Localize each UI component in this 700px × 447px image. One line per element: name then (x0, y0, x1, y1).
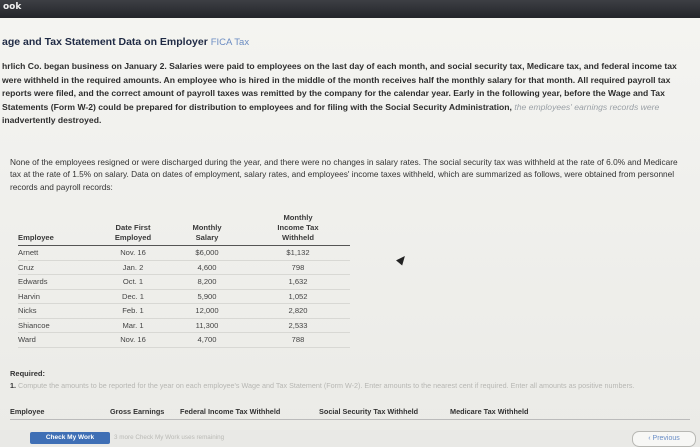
employee-cell: Nicks (18, 304, 98, 319)
previous-label: Previous (652, 435, 680, 442)
intro-text-end: inadvertently destroyed. (2, 115, 102, 126)
table-row (18, 275, 350, 290)
problem-page (0, 18, 700, 442)
answer-col-medicare: Medicare Tax Withheld (450, 407, 529, 416)
date-cell: Dec. 1 (98, 289, 168, 304)
table-row (18, 304, 350, 319)
employee-data-table (18, 213, 350, 348)
employee-cell: Edwards (18, 275, 98, 290)
salary-cell: 8,200 (168, 275, 246, 290)
intro-paragraph (2, 60, 692, 128)
page-title (2, 36, 249, 48)
col-tax-header: Monthly Income Tax Withheld (246, 213, 350, 246)
browser-top-bar (0, 0, 700, 18)
page-title-text: age and Tax Statement Data on Employer (2, 36, 208, 48)
employee-cell: Shiancoe (18, 318, 98, 333)
date-cell: Nov. 16 (98, 246, 168, 261)
tax-cell: 1,632 (246, 275, 350, 290)
salary-cell: 4,700 (168, 333, 246, 348)
salary-cell: 11,300 (168, 318, 246, 333)
mouse-cursor-icon (396, 253, 408, 265)
table-header-row (18, 213, 350, 246)
chevron-left-icon: ‹ (648, 435, 651, 442)
col-employee-header: Employee (18, 213, 98, 246)
page-title-tag: FICA Tax (210, 37, 250, 48)
date-cell: Jan. 2 (98, 260, 168, 275)
col-salary-header: Monthly Salary (168, 213, 246, 246)
answer-col-gross: Gross Earnings (110, 407, 165, 416)
intro-text: hrlich Co. began business on January 2. Salaries were paid to employees on the last day of each month, and social security tax, Medicare tax, and federal income tax were withheld in the required amounts. An employee who is hired in the middle of the month receives half the monthly salary for that month. All required payroll tax reports were filed, and the correct amount of payroll taxes was remitted by the company for the calendar year. Early in the following year, before the Wage and Tax Statements (Form W-2) could be prepared for distribution to employees and for filing with the Social Security Administration, (2, 61, 677, 112)
employee-cell: Harvin (18, 289, 98, 304)
answer-header-divider (10, 419, 690, 420)
employee-cell: Arnett (18, 246, 98, 261)
salary-cell: 5,900 (168, 289, 246, 304)
table-row (18, 318, 350, 333)
table-row (18, 289, 350, 304)
tax-cell: 2,533 (246, 318, 350, 333)
tax-cell: 798 (246, 260, 350, 275)
date-cell: Oct. 1 (98, 275, 168, 290)
date-cell: Feb. 1 (98, 304, 168, 319)
app-label: ook (3, 2, 22, 12)
check-uses-remaining: 3 more Check My Work uses remaining (114, 434, 225, 441)
tax-cell: $1,132 (246, 246, 350, 261)
answer-col-employee: Employee (10, 407, 45, 416)
answer-col-ss: Social Security Tax Withheld (319, 407, 419, 416)
tax-cell: 788 (246, 333, 350, 348)
salary-cell: 12,000 (168, 304, 246, 319)
tax-cell: 1,052 (246, 289, 350, 304)
question-text: Compute the amounts to be reported for the year on each employee's Wage and Tax Statement (Form W-2). Enter amounts to the nearest cent if required. Enter all amounts as positive numbers. (18, 381, 635, 390)
answer-table-header (10, 407, 700, 419)
question-number: 1. (10, 381, 16, 390)
answer-col-federal: Federal Income Tax Withheld (180, 407, 281, 416)
required-label: Required: (10, 369, 46, 378)
table-row (18, 260, 350, 275)
details-paragraph: None of the employees resigned or were discharged during the year, and there were no changes in salary rates. The social security tax was withheld at the rate of 6.0% and Medicare tax at the rate of 1.5% on salary. Data on dates of employment, salary rates, and employees' income taxes withheld, which are summarized as follows, were obtained from personnel records and payroll records: (10, 157, 678, 192)
date-cell: Nov. 16 (98, 333, 168, 348)
table-row (18, 333, 350, 348)
tax-cell: 2,820 (246, 304, 350, 319)
intro-muted-text: the employees' earnings records were (514, 101, 660, 112)
employee-cell: Ward (18, 333, 98, 348)
table-row (18, 246, 350, 261)
previous-button[interactable] (632, 431, 696, 447)
salary-cell: 4,600 (168, 260, 246, 275)
check-my-work-button[interactable]: Check My Work (30, 432, 110, 444)
question-1 (10, 381, 690, 391)
date-cell: Mar. 1 (98, 318, 168, 333)
employee-cell: Cruz (18, 260, 98, 275)
salary-cell: $6,000 (168, 246, 246, 261)
col-date-header: Date First Employed (98, 213, 168, 246)
